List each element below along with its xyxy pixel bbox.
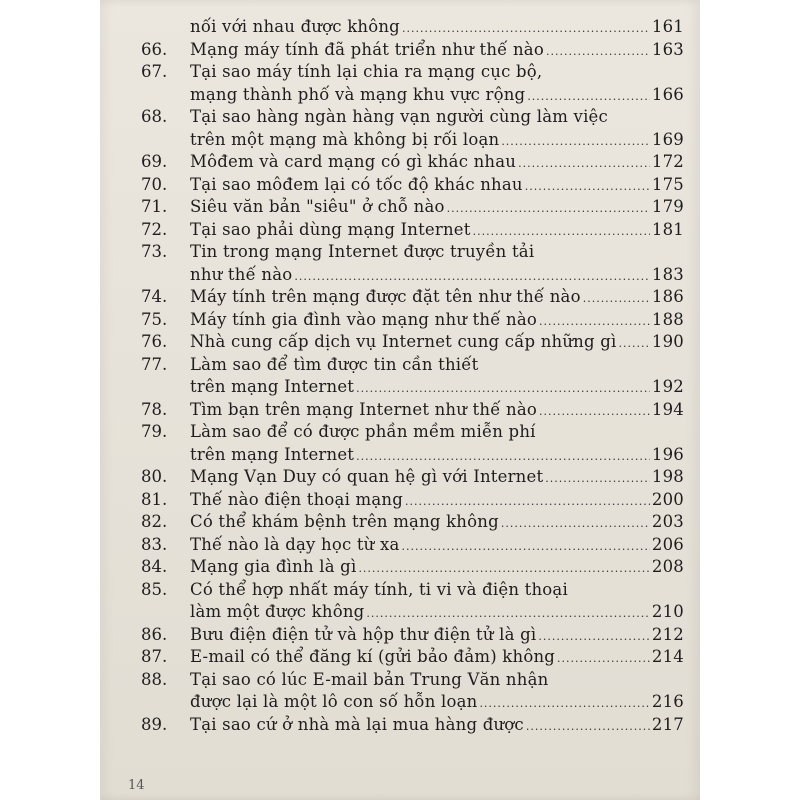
toc-entry-number: 75. <box>141 309 168 329</box>
toc-entry-title: Siêu văn bản "siêu" ở chỗ nào <box>190 197 445 216</box>
dot-leader <box>447 198 650 221</box>
toc-entry-title: Mạng gia đình là gì <box>190 557 357 576</box>
toc-entry-content <box>190 39 684 64</box>
toc-page-number: 169 <box>651 129 684 149</box>
dot-leader <box>583 288 650 311</box>
toc-entry-number: 82. <box>141 512 168 531</box>
toc-entry-title: Nhà cung cấp dịch vụ Internet cung cấp những gì <box>190 332 617 351</box>
toc-entry-content <box>190 264 684 289</box>
dot-leader <box>356 378 650 401</box>
toc-entry-title: Tại sao cứ ở nhà mà lại mua hàng được <box>190 714 524 734</box>
toc-page-number: 208 <box>651 557 684 576</box>
toc-line <box>100 151 700 174</box>
book-page <box>100 0 700 800</box>
toc-entry-title: Tại sao hàng ngàn hàng vạn người cùng làm việc <box>190 107 608 126</box>
toc-line <box>100 61 700 84</box>
toc-entry-content <box>190 151 684 176</box>
toc-page-number: 190 <box>651 332 684 351</box>
toc-page-number: 175 <box>651 174 684 194</box>
toc-entry-title: Tìm bạn trên mạng Internet như thế nào <box>190 399 537 419</box>
dot-leader <box>402 536 650 559</box>
toc-entry-number: 80. <box>141 467 168 486</box>
toc-entry-content <box>190 624 684 649</box>
toc-entry-title: Môđem và card mạng có gì khác nhau <box>190 152 517 171</box>
toc-entry-number: 83. <box>141 534 168 554</box>
toc-entry-content <box>190 691 684 716</box>
toc-line <box>100 714 700 737</box>
toc-entry-title: mạng thành phố và mạng khu vực rộng <box>190 84 526 104</box>
toc-line <box>100 354 700 377</box>
toc-entry-title: trên mạng Internet <box>190 377 355 396</box>
toc-line <box>100 534 700 557</box>
toc-page-number: 172 <box>651 152 684 171</box>
toc-entry-number: 85. <box>141 579 168 599</box>
toc-entry-title: Làm sao để có được phần mềm miễn phí <box>190 422 536 441</box>
toc-entry-content <box>190 579 684 602</box>
toc-entry-title: Tại sao môđem lại có tốc độ khác nhau <box>190 174 523 194</box>
toc-line <box>100 376 700 399</box>
toc-entry-number: 88. <box>141 669 168 689</box>
toc-page-number: 179 <box>651 197 684 216</box>
toc-line <box>100 601 700 624</box>
dot-leader <box>356 446 650 469</box>
toc-entry-number: 81. <box>141 489 168 509</box>
toc-entry-content <box>190 534 684 559</box>
dot-leader <box>538 626 650 649</box>
toc-entry-title: Mạng Vạn Duy có quan hệ gì với Internet <box>190 467 544 486</box>
toc-entry-content <box>190 466 684 491</box>
dot-leader <box>526 716 650 739</box>
toc-entry-title: được lại là một lô con số hỗn loạn <box>190 692 478 711</box>
toc-line <box>100 331 700 354</box>
toc-line <box>100 16 700 39</box>
toc-page-number: 214 <box>651 647 684 666</box>
toc-page-number: 194 <box>651 399 684 419</box>
dot-leader <box>546 41 650 64</box>
toc-entry-title: nối với nhau được không <box>190 17 400 36</box>
toc-line <box>100 669 700 692</box>
toc-entry-title: Có thể khám bệnh trên mạng không <box>190 512 499 531</box>
dot-leader <box>539 401 650 424</box>
dot-leader <box>405 491 650 514</box>
toc-entry-number: 70. <box>141 174 168 194</box>
toc-entry-content <box>190 241 684 264</box>
toc-entry-title: như thế nào <box>190 264 293 284</box>
toc-page-number: 183 <box>651 264 684 284</box>
dot-leader <box>539 311 650 334</box>
toc-entry-title: Có thể hợp nhất máy tính, ti vi và điện thoại <box>190 579 568 599</box>
toc-line <box>100 309 700 332</box>
dot-leader <box>358 558 649 581</box>
toc-line <box>100 174 700 197</box>
toc-page-number: 217 <box>651 714 684 734</box>
toc-entry-content <box>190 84 684 109</box>
toc-entry-number: 89. <box>141 714 168 734</box>
toc-entry-content <box>190 106 684 129</box>
dot-leader <box>402 18 650 41</box>
toc-entry-title: E-mail có thể đăng kí (gửi bảo đảm) không <box>190 647 556 666</box>
toc-entry-title: trên mạng Internet <box>190 444 355 464</box>
toc-line <box>100 691 700 714</box>
page-folio: 14 <box>128 778 145 793</box>
toc-line <box>100 399 700 422</box>
toc-page-number: 196 <box>651 444 684 464</box>
toc-page-number: 161 <box>651 17 684 36</box>
toc-entry-content <box>190 309 684 334</box>
toc-entry-number: 79. <box>141 422 168 441</box>
toc-line <box>100 444 700 467</box>
toc-line <box>100 241 700 264</box>
toc-page-number: 206 <box>651 534 684 554</box>
toc-page-number: 192 <box>651 377 684 396</box>
toc-entry-title: Thế nào điện thoại mạng <box>190 489 403 509</box>
toc-page-number: 186 <box>651 287 684 306</box>
toc-line <box>100 219 700 242</box>
toc-entry-content <box>190 444 684 469</box>
toc-entry-content <box>190 61 684 84</box>
toc-line <box>100 624 700 647</box>
dot-leader <box>545 468 650 491</box>
toc-entry-content <box>190 129 684 154</box>
dot-leader <box>479 693 649 716</box>
toc-entry-content <box>190 376 684 401</box>
toc-entry-number: 68. <box>141 107 168 126</box>
toc-entry-number: 76. <box>141 332 168 351</box>
toc-entry-number: 87. <box>141 647 168 666</box>
table-of-contents <box>100 16 700 736</box>
toc-entry-content <box>190 399 684 424</box>
toc-entry-content <box>190 331 684 356</box>
toc-entry-title: Máy tính trên mạng được đặt tên như thế nào <box>190 287 581 306</box>
toc-line <box>100 466 700 489</box>
toc-page-number: 166 <box>651 84 684 104</box>
toc-page-number: 210 <box>651 602 684 621</box>
dot-leader <box>366 603 649 626</box>
toc-page-number: 181 <box>651 219 684 239</box>
dot-leader <box>518 153 650 176</box>
toc-entry-content <box>190 646 684 671</box>
toc-entry-content <box>190 556 684 581</box>
toc-entry-number: 66. <box>141 39 168 59</box>
toc-entry-content <box>190 219 684 244</box>
toc-line <box>100 579 700 602</box>
dot-leader <box>294 266 650 289</box>
dot-leader <box>473 221 650 244</box>
toc-page-number: 212 <box>651 624 684 644</box>
toc-line <box>100 511 700 534</box>
toc-line <box>100 39 700 62</box>
toc-entry-title: trên một mạng mà không bị rối loạn <box>190 129 500 149</box>
toc-line <box>100 106 700 129</box>
dot-leader <box>501 513 650 536</box>
toc-entry-content <box>190 669 684 692</box>
toc-line <box>100 556 700 579</box>
toc-page-number: 203 <box>651 512 684 531</box>
toc-entry-title: làm một được không <box>190 602 365 621</box>
toc-line <box>100 489 700 512</box>
dot-leader <box>557 648 650 671</box>
toc-entry-content <box>190 286 684 311</box>
toc-entry-title: Mạng máy tính đã phát triển như thế nào <box>190 39 544 59</box>
toc-entry-content <box>190 196 684 221</box>
dot-leader <box>501 131 650 154</box>
toc-entry-title: Bưu điện điện tử và hộp thư điện tử là gì <box>190 624 537 644</box>
toc-entry-content <box>190 174 684 199</box>
toc-entry-content <box>190 601 684 626</box>
toc-entry-title: Máy tính gia đình vào mạng như thế nào <box>190 309 537 329</box>
toc-entry-content <box>190 421 684 444</box>
dot-leader <box>618 333 649 356</box>
toc-entry-title: Tại sao phải dùng mạng Internet <box>190 219 471 239</box>
toc-entry-title: Làm sao để tìm được tin cần thiết <box>190 354 479 374</box>
toc-line <box>100 286 700 309</box>
toc-entry-title: Tại sao có lúc E-mail bản Trung Văn nhận <box>190 669 549 689</box>
toc-entry-title: Tại sao máy tính lại chia ra mạng cục bộ, <box>190 62 543 81</box>
toc-entry-number: 84. <box>141 557 168 576</box>
toc-page-number: 216 <box>651 692 684 711</box>
toc-entry-number: 78. <box>141 399 168 419</box>
toc-entry-content <box>190 489 684 514</box>
toc-line <box>100 646 700 669</box>
toc-page-number: 198 <box>651 467 684 486</box>
toc-entry-number: 77. <box>141 354 168 374</box>
toc-entry-title: Tin trong mạng Internet được truyền tải <box>190 242 535 261</box>
toc-line <box>100 196 700 219</box>
toc-entry-content <box>190 511 684 536</box>
toc-entry-number: 74. <box>141 287 168 306</box>
toc-page-number: 163 <box>651 39 684 59</box>
toc-line <box>100 264 700 287</box>
toc-entry-content <box>190 714 684 739</box>
toc-entry-content <box>190 354 684 377</box>
dot-leader <box>525 176 650 199</box>
toc-page-number: 200 <box>651 489 684 509</box>
toc-entry-number: 69. <box>141 152 168 171</box>
toc-line <box>100 421 700 444</box>
toc-entry-title: Thế nào là dạy học từ xa <box>190 534 400 554</box>
toc-entry-number: 71. <box>141 197 168 216</box>
toc-line <box>100 84 700 107</box>
toc-line <box>100 129 700 152</box>
toc-page-number: 188 <box>651 309 684 329</box>
toc-entry-number: 67. <box>141 62 168 81</box>
toc-entry-content <box>190 16 684 41</box>
toc-entry-number: 86. <box>141 624 168 644</box>
dot-leader <box>527 86 650 109</box>
toc-entry-number: 72. <box>141 219 168 239</box>
toc-entry-number: 73. <box>141 242 168 261</box>
